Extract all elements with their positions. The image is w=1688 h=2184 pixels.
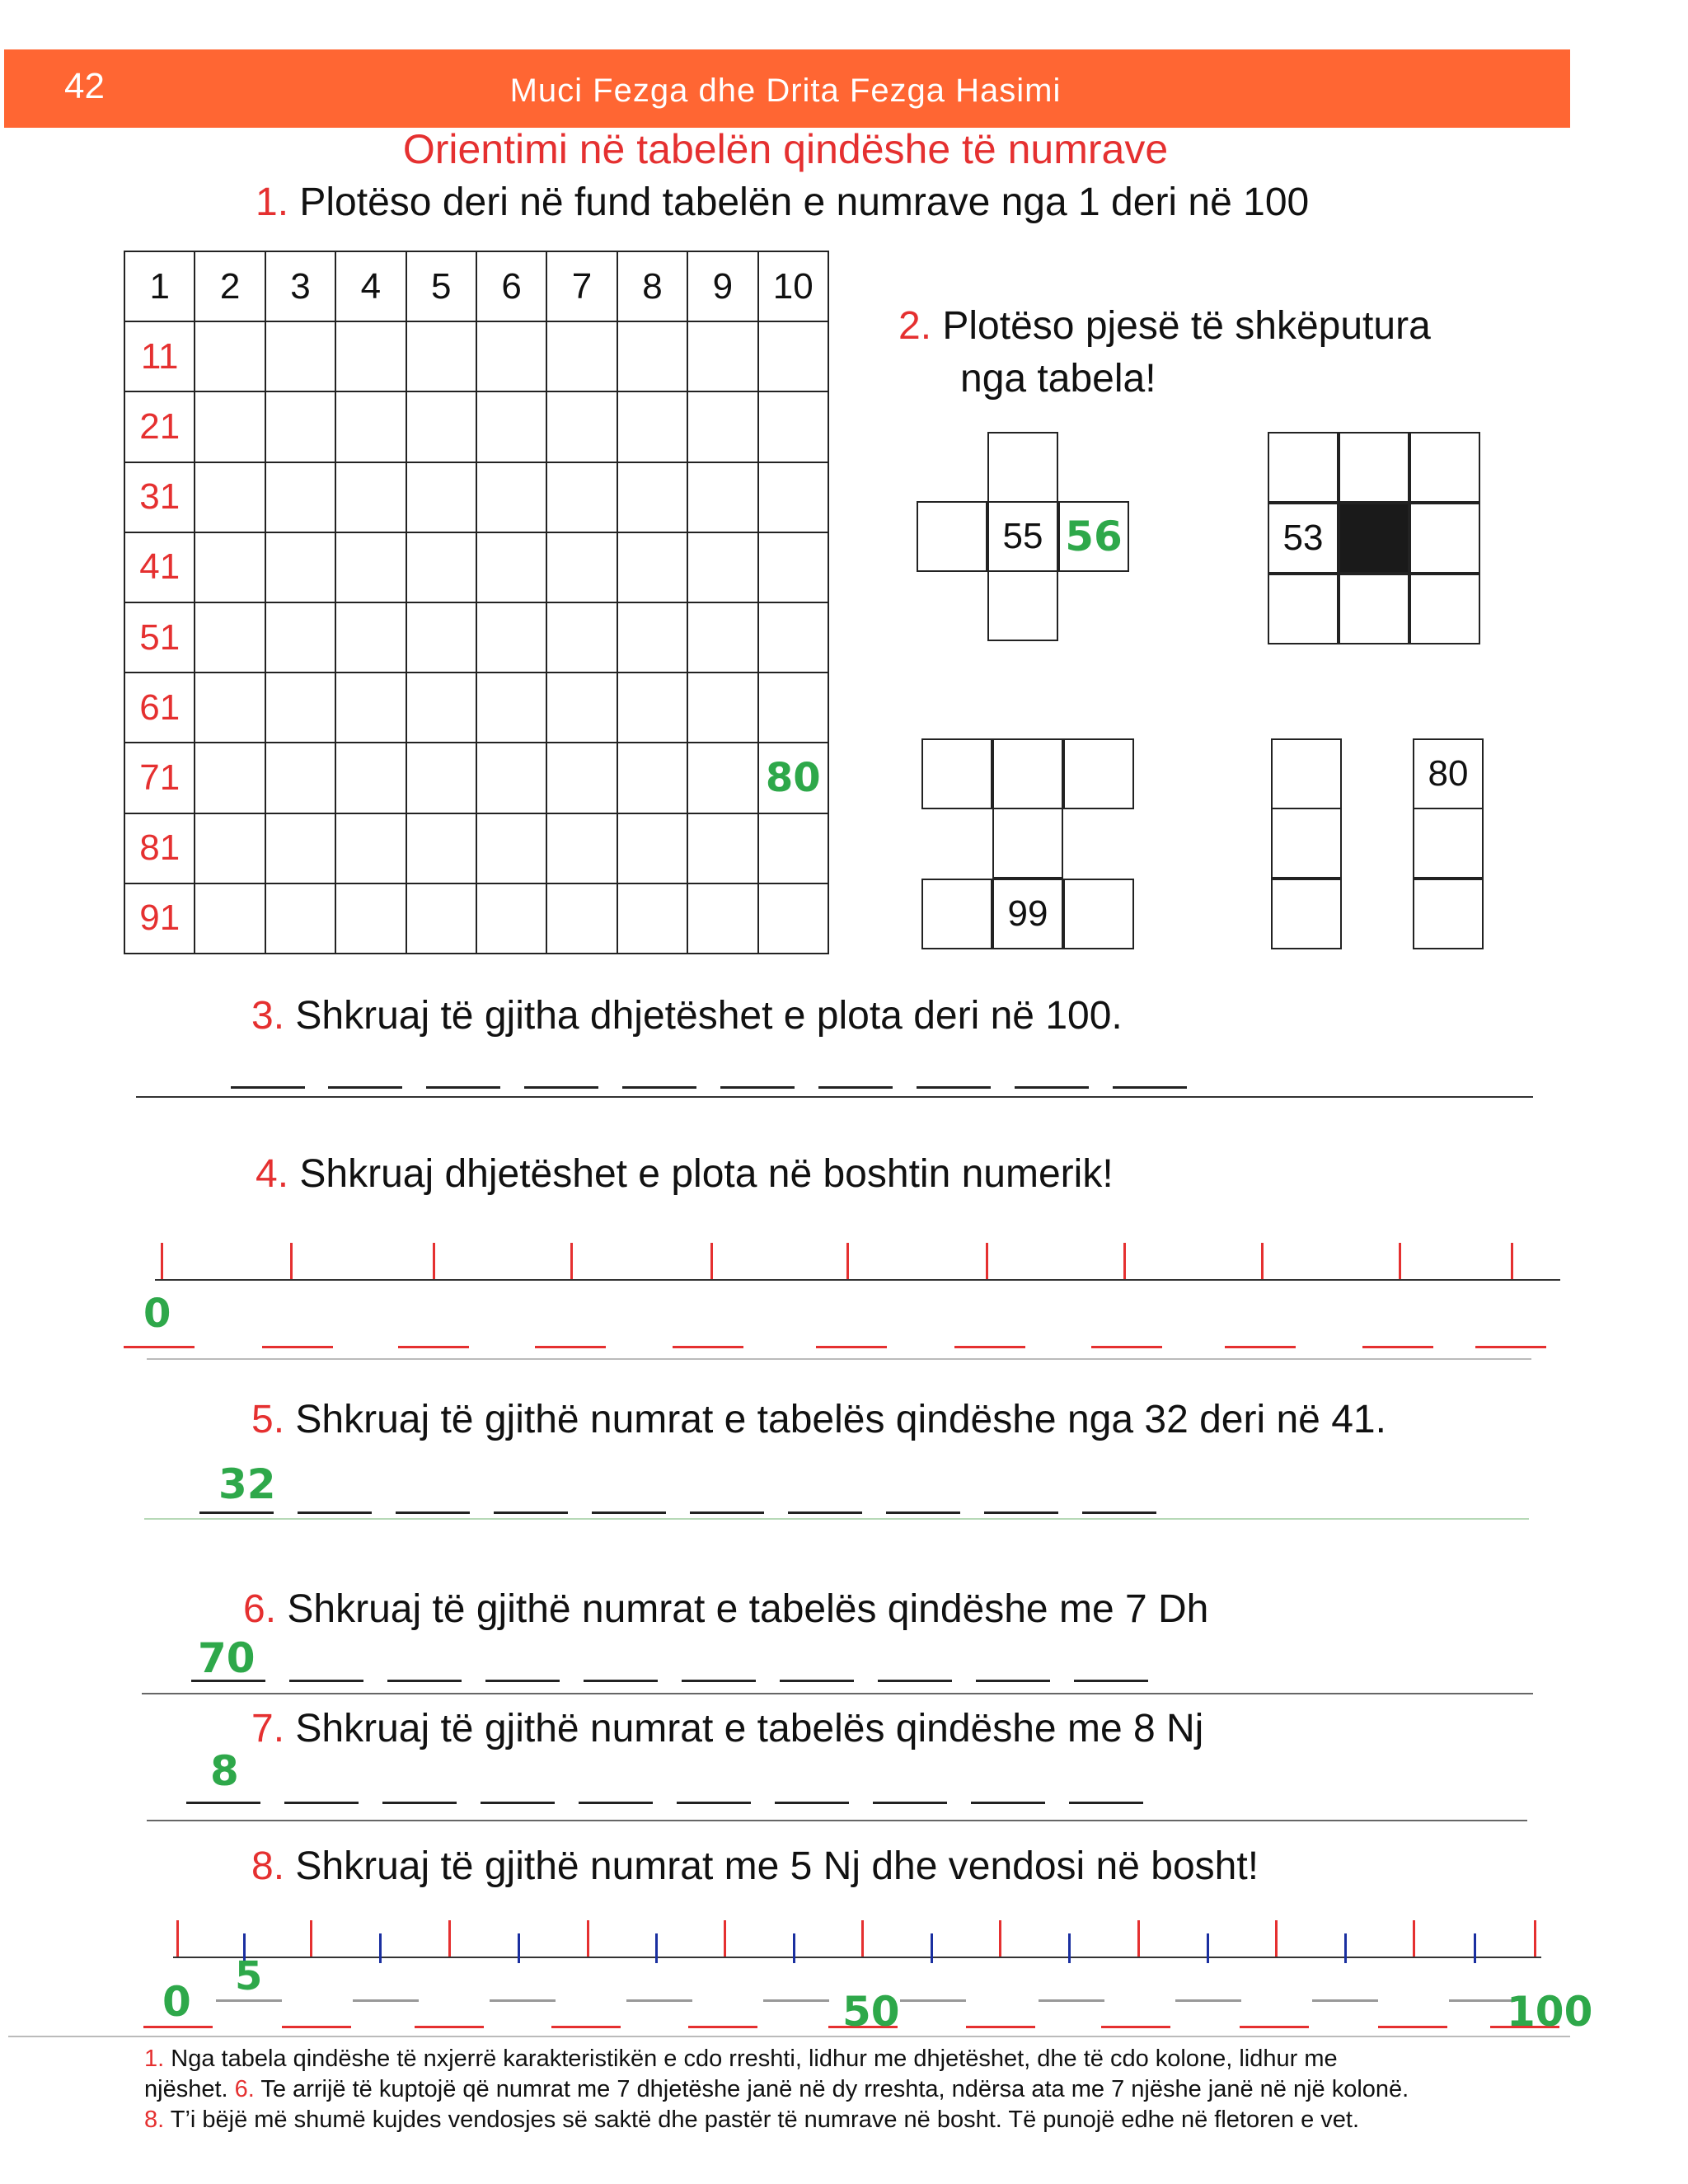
table-cell[interactable] — [758, 321, 828, 391]
table-cell[interactable] — [687, 321, 757, 391]
table-row — [124, 813, 828, 883]
axis-tick-minor — [1068, 1933, 1071, 1963]
answer-blank[interactable] — [878, 1680, 952, 1682]
table-cell[interactable] — [335, 321, 406, 391]
table-cell[interactable] — [406, 462, 476, 532]
table-cell[interactable] — [687, 462, 757, 532]
axis-tick — [570, 1243, 573, 1279]
table-cell[interactable] — [195, 673, 265, 743]
table-cell[interactable] — [406, 673, 476, 743]
table-cell[interactable] — [546, 813, 617, 883]
table-cell[interactable] — [265, 602, 335, 673]
table-cell[interactable] — [195, 321, 265, 391]
answer-blank[interactable] — [622, 1086, 696, 1089]
table-cell[interactable] — [617, 743, 687, 813]
axis-tick — [433, 1243, 435, 1279]
axis-tick — [161, 1243, 163, 1279]
fragment-cell[interactable] — [917, 501, 987, 572]
question-3 — [251, 993, 1123, 1038]
fragment-cell[interactable] — [1268, 432, 1339, 503]
table-cell[interactable] — [617, 673, 687, 743]
table-cell: 81 — [124, 813, 195, 883]
question-number: 4. — [256, 1152, 289, 1196]
axis-tick-minor — [518, 1933, 520, 1963]
table-cell[interactable] — [546, 673, 617, 743]
handwritten-number: 70 — [198, 1634, 256, 1682]
answer-blank[interactable] — [1113, 1086, 1187, 1089]
fragment-cell[interactable] — [1271, 808, 1342, 879]
table-cell[interactable] — [617, 602, 687, 673]
table-cell[interactable] — [265, 391, 335, 462]
answer-blank[interactable] — [592, 1511, 666, 1514]
answer-blank[interactable] — [976, 1680, 1050, 1682]
answer-blank[interactable] — [1475, 1346, 1546, 1348]
table-cell[interactable] — [546, 602, 617, 673]
axis-tick — [176, 1920, 179, 1957]
axis-tick — [1511, 1243, 1513, 1279]
question-5 — [251, 1397, 1386, 1442]
question-text: Shkruaj dhjetëshet e plota në boshtin numerik! — [299, 1152, 1114, 1196]
table-cell[interactable] — [335, 532, 406, 602]
fragment-cell[interactable] — [1409, 503, 1480, 574]
hundred-table — [124, 251, 829, 954]
table-cell[interactable] — [335, 743, 406, 813]
handwritten-number: 8 — [210, 1747, 239, 1795]
divider — [144, 1518, 1529, 1520]
table-cell[interactable] — [476, 321, 546, 391]
table-cell: 9 — [687, 251, 757, 321]
divider — [136, 1096, 1533, 1098]
answer-blank[interactable] — [1015, 1086, 1089, 1089]
answer-blank[interactable] — [873, 1802, 947, 1804]
axis-tick-minor — [379, 1933, 382, 1963]
divider — [147, 1358, 1531, 1360]
answer-blank[interactable] — [262, 1346, 333, 1348]
answer-blank[interactable] — [1039, 1999, 1104, 2002]
answer-blank[interactable] — [382, 1802, 457, 1804]
table-cell: 6 — [476, 251, 546, 321]
answer-blank[interactable] — [763, 1999, 829, 2002]
fragment-cell[interactable] — [1271, 738, 1342, 809]
question-1 — [256, 180, 1309, 225]
axis-tick — [1261, 1243, 1264, 1279]
table-cell[interactable] — [546, 883, 617, 954]
axis-tick-minor — [1344, 1933, 1347, 1963]
handwritten-number: 0 — [143, 1291, 171, 1337]
table-cell[interactable] — [195, 462, 265, 532]
handwritten-number: 5 — [235, 1953, 263, 1999]
answer-blank[interactable] — [353, 1999, 419, 2002]
question-7 — [251, 1706, 1203, 1751]
number-line-axis — [155, 1279, 1560, 1281]
axis-tick — [846, 1243, 849, 1279]
table-cell[interactable] — [687, 883, 757, 954]
table-cell[interactable] — [265, 321, 335, 391]
answer-blank[interactable] — [524, 1086, 598, 1089]
table-cell: 2 — [195, 251, 265, 321]
answer-blank[interactable] — [284, 1802, 359, 1804]
table-cell[interactable] — [758, 602, 828, 673]
fragment-cell[interactable] — [1339, 574, 1409, 644]
table-cell[interactable] — [687, 743, 757, 813]
table-cell[interactable] — [687, 602, 757, 673]
table-cell: 1 — [124, 251, 195, 321]
question-text: Plotëso pjesë të shkëputura — [942, 304, 1431, 348]
axis-tick-minor — [1474, 1933, 1476, 1963]
question-number: 5. — [251, 1398, 285, 1441]
table-cell[interactable] — [617, 813, 687, 883]
table-cell[interactable] — [476, 391, 546, 462]
answer-blank[interactable] — [1362, 1346, 1433, 1348]
authors: Muci Fezga dhe Drita Fezga Hasimi — [509, 73, 1062, 109]
answer-blank[interactable] — [551, 2026, 621, 2028]
table-cell[interactable] — [195, 602, 265, 673]
answer-blank[interactable] — [584, 1680, 658, 1682]
answer-blank[interactable] — [415, 2026, 484, 2028]
question-number: 7. — [251, 1707, 285, 1750]
answer-blank[interactable] — [1378, 2026, 1447, 2028]
table-row — [124, 391, 828, 462]
question-text: Shkruaj të gjitha dhjetëshet e plota deri në 100. — [295, 994, 1123, 1038]
table-cell[interactable] — [335, 813, 406, 883]
table-cell[interactable] — [265, 462, 335, 532]
answer-blank[interactable] — [816, 1346, 887, 1348]
table-cell[interactable] — [265, 532, 335, 602]
answer-blank[interactable] — [1240, 2026, 1309, 2028]
table-cell[interactable] — [406, 391, 476, 462]
table-cell[interactable] — [406, 883, 476, 954]
number-line-axis — [173, 1957, 1541, 1958]
fragment-cell[interactable] — [921, 879, 992, 949]
table-row — [124, 462, 828, 532]
answer-blank[interactable] — [673, 1346, 743, 1348]
handwritten-number: 50 — [842, 1988, 900, 2036]
table-cell[interactable] — [617, 532, 687, 602]
answer-blank[interactable] — [688, 2026, 757, 2028]
divider — [8, 2036, 1570, 2037]
question-text: Shkruaj të gjithë numrat e tabelës qindëshe me 7 Dh — [287, 1587, 1209, 1631]
table-cell[interactable] — [476, 743, 546, 813]
table-cell[interactable] — [758, 883, 828, 954]
table-cell[interactable] — [617, 462, 687, 532]
answer-blank[interactable] — [900, 1999, 966, 2002]
axis-tick — [290, 1243, 293, 1279]
table-cell[interactable] — [335, 602, 406, 673]
table-cell[interactable] — [406, 602, 476, 673]
axis-tick-minor — [793, 1933, 795, 1963]
table-row — [124, 602, 828, 673]
answer-blank[interactable] — [1449, 1999, 1515, 2002]
question-number: 6. — [243, 1587, 277, 1631]
answer-blank[interactable] — [282, 2026, 351, 2028]
axis-tick — [986, 1243, 988, 1279]
answer-blank[interactable] — [677, 1802, 751, 1804]
answer-blank[interactable] — [289, 1680, 363, 1682]
answer-blank[interactable] — [426, 1086, 500, 1089]
table-cell[interactable] — [195, 532, 265, 602]
handwritten-number: 32 — [218, 1460, 276, 1508]
answer-blank[interactable] — [490, 1999, 556, 2002]
axis-tick — [724, 1920, 726, 1957]
answer-blank[interactable] — [818, 1086, 893, 1089]
table-cell[interactable] — [476, 883, 546, 954]
question-2 — [898, 303, 1431, 349]
axis-tick-minor — [655, 1933, 658, 1963]
table-cell[interactable] — [546, 321, 617, 391]
table-cell: 71 — [124, 743, 195, 813]
axis-tick — [999, 1920, 1001, 1957]
question-2-line2: nga tabela! — [960, 357, 1156, 401]
axis-tick — [587, 1920, 589, 1957]
table-cell[interactable] — [546, 462, 617, 532]
fragment-cell[interactable] — [1409, 574, 1480, 644]
table-cell: 91 — [124, 883, 195, 954]
fragment-cell[interactable] — [1413, 808, 1484, 879]
page-title: Orientimi në tabelën qindëshe të numrave — [402, 126, 1169, 172]
table-cell[interactable] — [476, 813, 546, 883]
table-cell[interactable] — [476, 602, 546, 673]
answer-blank[interactable] — [231, 1086, 305, 1089]
table-cell[interactable] — [406, 743, 476, 813]
answer-blank[interactable] — [1091, 1346, 1162, 1348]
divider — [147, 1820, 1527, 1821]
table-cell: 41 — [124, 532, 195, 602]
table-row — [124, 321, 828, 391]
fragment-cell[interactable] — [1339, 432, 1409, 503]
answer-blank[interactable] — [124, 1346, 195, 1348]
fragment-cell[interactable] — [992, 738, 1063, 809]
table-row — [124, 673, 828, 743]
answer-blank[interactable] — [396, 1511, 470, 1514]
fragment-cell: 80 — [1413, 738, 1484, 809]
answer-blank[interactable] — [535, 1346, 606, 1348]
axis-tick — [448, 1920, 451, 1957]
answer-blank[interactable] — [954, 1346, 1025, 1348]
table-cell[interactable] — [617, 391, 687, 462]
answer-blank[interactable] — [780, 1680, 854, 1682]
table-row — [124, 251, 828, 321]
axis-tick — [1123, 1243, 1126, 1279]
fragment-cell: 55 — [987, 501, 1058, 572]
table-cell[interactable] — [335, 673, 406, 743]
answer-blank[interactable] — [1074, 1680, 1148, 1682]
handwritten-number: 56 — [1065, 513, 1123, 560]
question-8 — [251, 1844, 1259, 1889]
table-cell: 5 — [406, 251, 476, 321]
answer-blank[interactable] — [1069, 1802, 1143, 1804]
table-cell[interactable] — [476, 462, 546, 532]
teacher-notes: 1. Nga tabela qindëshe të nxjerrë karakteristikën e cdo rreshti, lidhur me dhjetëshet, dhe të cdo kolone, lidhur me njëshet. 6. Te arrijë të kuptojë që numrat me 7 dhjetëshe janë në dy rreshta, ndërsa ata me 7 njëshe janë në një kolonë. 8. T’i bëjë më shumë kujdes vendosjes së saktë dhe pastër të numrave në bosht. Të punojë edhe në fletoren e vet. — [144, 2046, 1409, 2133]
answer-blank[interactable] — [298, 1511, 372, 1514]
axis-tick-minor — [931, 1933, 933, 1963]
axis-tick — [861, 1920, 864, 1957]
answer-blank[interactable] — [788, 1511, 862, 1514]
table-cell[interactable] — [406, 813, 476, 883]
answer-blank[interactable] — [398, 1346, 469, 1348]
answer-blank[interactable] — [682, 1680, 756, 1682]
question-number: 8. — [251, 1844, 285, 1888]
table-cell: 61 — [124, 673, 195, 743]
table-cell[interactable] — [687, 673, 757, 743]
table-cell[interactable] — [758, 673, 828, 743]
page-number: 42 — [64, 66, 105, 106]
axis-tick-minor — [1207, 1933, 1209, 1963]
table-cell[interactable] — [476, 673, 546, 743]
question-6 — [243, 1586, 1208, 1632]
handwritten-number: 80 — [765, 754, 821, 801]
answer-blank[interactable] — [1175, 1999, 1241, 2002]
axis-tick — [1399, 1243, 1401, 1279]
table-row — [124, 743, 828, 813]
table-cell: 51 — [124, 602, 195, 673]
table-cell: 21 — [124, 391, 195, 462]
answer-blank[interactable] — [775, 1802, 849, 1804]
table-cell[interactable] — [335, 462, 406, 532]
table-cell[interactable] — [265, 743, 335, 813]
axis-tick — [1275, 1920, 1278, 1957]
table-row — [124, 883, 828, 954]
table-cell[interactable] — [335, 391, 406, 462]
table-cell[interactable] — [476, 532, 546, 602]
fragment-cell: 53 — [1268, 503, 1339, 574]
answer-blank[interactable] — [886, 1511, 960, 1514]
answer-blank[interactable] — [1101, 2026, 1170, 2028]
table-cell[interactable] — [758, 391, 828, 462]
fragment-cell[interactable] — [987, 570, 1058, 641]
table-row — [124, 532, 828, 602]
table-cell[interactable] — [335, 883, 406, 954]
answer-blank[interactable] — [720, 1086, 795, 1089]
answer-blank[interactable] — [1082, 1511, 1156, 1514]
axis-tick — [1534, 1920, 1536, 1957]
question-4 — [256, 1151, 1114, 1197]
answer-blank[interactable] — [186, 1802, 260, 1804]
answer-blank[interactable] — [690, 1511, 764, 1514]
answer-blank[interactable] — [971, 1802, 1045, 1804]
answer-blank[interactable] — [143, 2026, 213, 2028]
table-cell[interactable] — [546, 743, 617, 813]
answer-blank[interactable] — [481, 1802, 555, 1804]
question-number: 1. — [256, 180, 289, 224]
table-cell: 3 — [265, 251, 335, 321]
axis-tick — [310, 1920, 312, 1957]
answer-blank[interactable] — [485, 1680, 560, 1682]
table-cell[interactable] — [687, 813, 757, 883]
answer-blank[interactable] — [917, 1086, 991, 1089]
answer-blank[interactable] — [328, 1086, 402, 1089]
fragment-cell[interactable] — [1409, 432, 1480, 503]
answer-blank[interactable] — [966, 2026, 1035, 2028]
table-cell: 7 — [546, 251, 617, 321]
table-cell[interactable] — [687, 391, 757, 462]
fragment-cell[interactable] — [1413, 879, 1484, 949]
handwritten-number: 0 — [162, 1978, 191, 2026]
answer-blank[interactable] — [191, 1680, 265, 1682]
fragment-cell: 99 — [992, 879, 1063, 949]
table-cell[interactable] — [195, 813, 265, 883]
answer-blank[interactable] — [579, 1802, 653, 1804]
table-cell[interactable] — [195, 883, 265, 954]
table-cell: 8 — [617, 251, 687, 321]
fragment-cell[interactable] — [1063, 738, 1134, 809]
table-cell[interactable] — [758, 462, 828, 532]
question-text: Shkruaj të gjithë numrat e tabelës qindëshe me 8 Nj — [295, 1707, 1204, 1750]
table-cell[interactable] — [758, 532, 828, 602]
axis-tick — [1137, 1920, 1140, 1957]
table-cell[interactable] — [617, 883, 687, 954]
answer-blank[interactable] — [1225, 1346, 1296, 1348]
table-cell[interactable] — [406, 532, 476, 602]
table-cell[interactable] — [546, 391, 617, 462]
fragment-cell[interactable] — [921, 738, 992, 809]
answer-blank[interactable] — [216, 1999, 282, 2002]
answer-blank[interactable] — [1312, 1999, 1378, 2002]
table-cell — [758, 743, 828, 813]
table-cell[interactable] — [546, 532, 617, 602]
fragment-cell[interactable] — [1063, 879, 1134, 949]
divider — [142, 1693, 1533, 1694]
table-cell[interactable] — [195, 743, 265, 813]
answer-blank[interactable] — [494, 1511, 568, 1514]
handwritten-number: 100 — [1507, 1988, 1593, 2036]
fragment-cell[interactable] — [992, 808, 1063, 879]
answer-blank[interactable] — [199, 1511, 274, 1514]
table-cell[interactable] — [265, 673, 335, 743]
answer-blank[interactable] — [387, 1680, 462, 1682]
fragment-cell[interactable] — [1268, 574, 1339, 644]
table-cell[interactable] — [617, 321, 687, 391]
table-cell: 31 — [124, 462, 195, 532]
axis-tick — [710, 1243, 713, 1279]
table-cell[interactable] — [265, 813, 335, 883]
table-cell[interactable] — [758, 813, 828, 883]
table-cell[interactable] — [687, 532, 757, 602]
table-cell: 10 — [758, 251, 828, 321]
question-text: Plotëso deri në fund tabelën e numrave nga 1 deri në 100 — [299, 180, 1310, 224]
fragment-cell — [1058, 501, 1129, 572]
question-number: 2. — [898, 304, 932, 348]
question-number: 3. — [251, 994, 285, 1038]
table-cell: 11 — [124, 321, 195, 391]
table-cell[interactable] — [406, 321, 476, 391]
question-text: Shkruaj të gjithë numrat me 5 Nj dhe vendosi në bosht! — [295, 1844, 1259, 1888]
axis-tick — [1413, 1920, 1415, 1957]
fragment-cell[interactable] — [987, 432, 1058, 503]
fragment-cell[interactable] — [1271, 879, 1342, 949]
table-cell[interactable] — [265, 883, 335, 954]
answer-blank[interactable] — [626, 1999, 692, 2002]
table-cell[interactable] — [195, 391, 265, 462]
black-cell — [1339, 503, 1409, 574]
table-cell: 4 — [335, 251, 406, 321]
answer-blank[interactable] — [984, 1511, 1058, 1514]
question-text: Shkruaj të gjithë numrat e tabelës qindëshe nga 32 deri në 41. — [295, 1398, 1386, 1441]
